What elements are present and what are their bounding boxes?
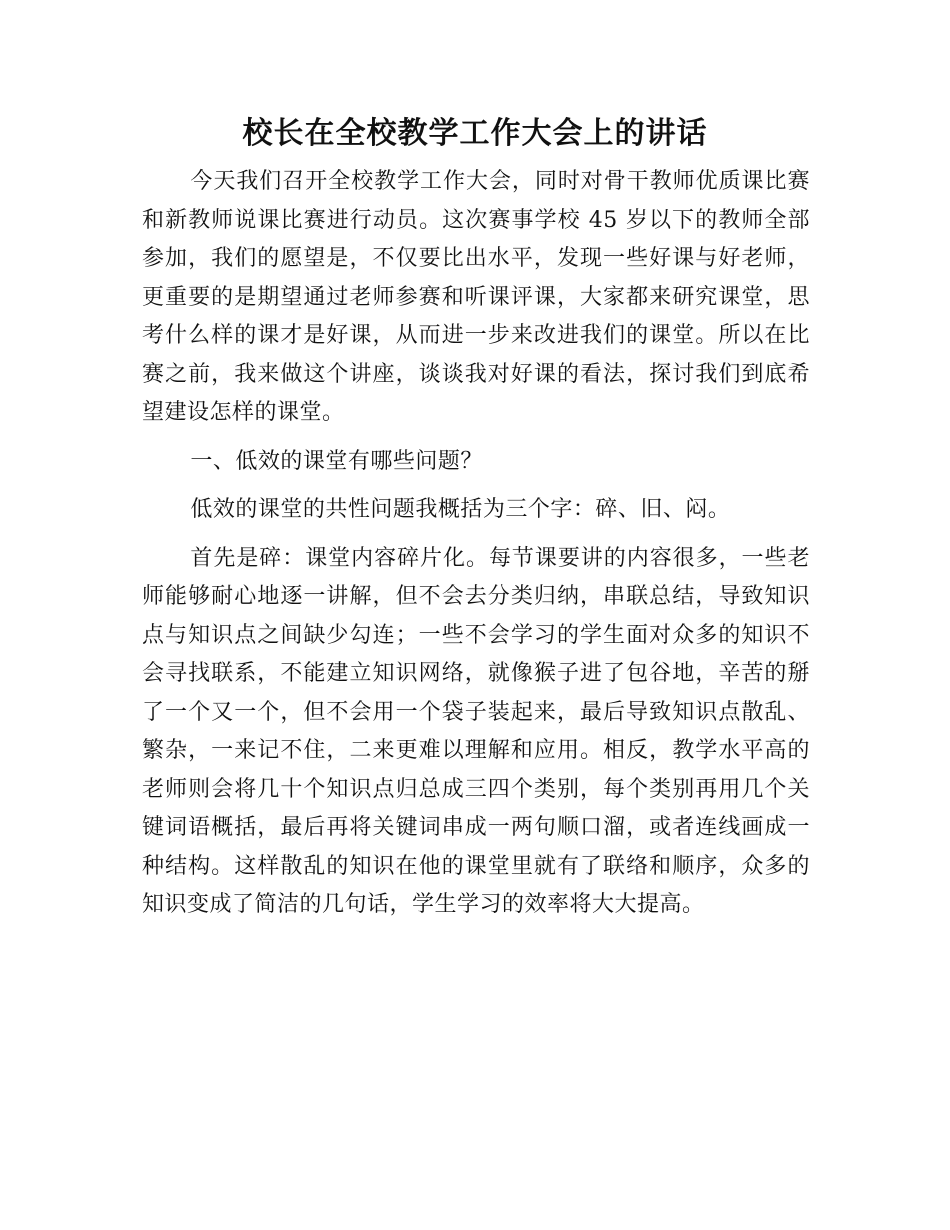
paragraph-summary: 低效的课堂的共性问题我概括为三个字：碎、旧、闷。	[190, 497, 731, 522]
document-title: 校长在全校教学工作大会上的讲话	[242, 116, 708, 151]
paragraph-intro: 今天我们召开全校教学工作大会，同时对骨干教师优质课比赛和新教师说课比赛进行动员。这次赛事学校 45 岁以下的教师全部参加，我们的愿望是，不仅要比出水平，发现一些好课与好老师，更重要的是期望通过老师参赛和听课评课，大家都来研究课堂，思考什么样的课才是好课，从而进一步来改进我们的课堂。所以在比赛之前，我来做这个讲座，谈谈我对好课的看法，探讨我们到底希望建设怎样的课堂。	[142, 169, 810, 425]
document-body	[142, 163, 810, 925]
paragraph-fragmentation: 首先是碎：课堂内容碎片化。每节课要讲的内容很多，一些老师能够耐心地逐一讲解，但不会去分类归纳，串联总结，导致知识点与知识点之间缺少勾连；一些不会学习的学生面对众多的知识不会寻找联系，不能建立知识网络，就像猴子进了包谷地，辛苦的掰了一个又一个，但不会用一个袋子装起来，最后导致知识点散乱、繁杂，一来记不住，二来更难以理解和应用。相反，教学水平高的老师则会将几十个知识点归总成三四个类别，每个类别再用几个关键词语概括，最后再将关键词串成一两句顺口溜，或者连线画成一种结构。这样散乱的知识在他的课堂里就有了联络和顺序，众多的知识变成了简洁的几句话，学生学习的效率将大大提高。	[142, 545, 810, 917]
section-heading-1: 一、低效的课堂有哪些问题？	[190, 448, 483, 474]
